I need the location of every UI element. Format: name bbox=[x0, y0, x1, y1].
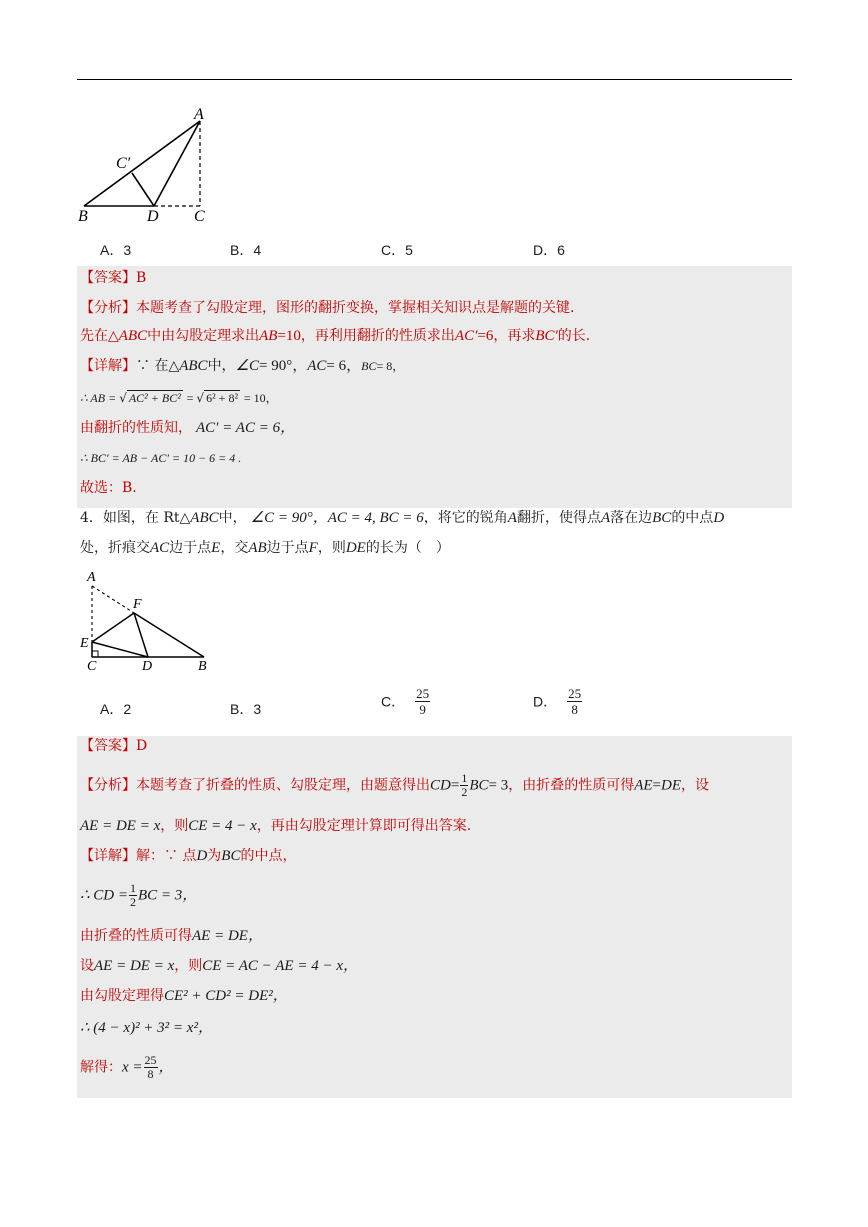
text-run: 【答案】 bbox=[80, 738, 136, 754]
text-run: x = bbox=[122, 1059, 143, 1076]
q4-detail-line-3 bbox=[80, 926, 263, 946]
text-run: 2 bbox=[461, 785, 468, 799]
text-run: 的中点 bbox=[671, 510, 714, 526]
text-run: AC bbox=[307, 358, 327, 374]
fraction bbox=[567, 686, 582, 717]
text-run: 由翻折的性质知， bbox=[80, 420, 192, 436]
q4-statement-line-1 bbox=[80, 508, 724, 528]
q3-detail-line-4 bbox=[80, 448, 241, 468]
figure-right-triangle-fold bbox=[78, 568, 213, 673]
text-run: 8 bbox=[147, 1067, 154, 1081]
text-run: ABC bbox=[118, 328, 148, 344]
text-run: 本题考查了折叠的性质、勾股定理，由题意得出 bbox=[136, 777, 430, 794]
text-run: 的中点， bbox=[240, 848, 297, 864]
text-run: 【分析】 bbox=[80, 300, 136, 316]
text-run: 【答案】 bbox=[80, 270, 136, 286]
q4-option-d[interactable] bbox=[533, 686, 582, 717]
text-run: 4．如图，在 Rt△ bbox=[80, 510, 191, 526]
text-run: 6² + 8² bbox=[206, 391, 239, 405]
text-run: F bbox=[308, 540, 318, 556]
text-run: AE bbox=[634, 777, 653, 794]
figure-triangle-abc-fold bbox=[76, 104, 216, 224]
text-run: 先在△ bbox=[80, 328, 119, 344]
text-run: D bbox=[196, 848, 208, 864]
text-run: C． bbox=[381, 693, 406, 710]
text-run: ，再求 bbox=[493, 328, 536, 344]
text-run: CE = 4 − x bbox=[188, 818, 257, 834]
text-run: = 6， bbox=[326, 358, 362, 374]
q4-detail-line-2 bbox=[80, 882, 197, 909]
q4-analysis-line-2 bbox=[80, 816, 471, 836]
text-run: CE² + CD² = DE²， bbox=[164, 988, 288, 1004]
q3-options bbox=[100, 240, 660, 260]
text-run: =6 bbox=[477, 328, 494, 344]
label-f: F bbox=[133, 597, 142, 612]
q4-detail-line-1 bbox=[80, 846, 296, 866]
text-run: = 8， bbox=[376, 359, 405, 373]
text-run: DE bbox=[345, 540, 366, 556]
figure-line bbox=[154, 121, 200, 206]
label-a: A bbox=[194, 106, 204, 123]
text-run: CD bbox=[430, 777, 451, 794]
text-run: 翻折，使得点 bbox=[516, 510, 601, 526]
text-run: ，再利用翻折的性质求出 bbox=[300, 328, 455, 344]
figure-line bbox=[132, 173, 154, 206]
label-b: B bbox=[198, 659, 207, 673]
text-run: AE = DE = x bbox=[80, 818, 161, 834]
q3-option-b[interactable]: B．4 bbox=[230, 242, 262, 258]
text-run: ∠C bbox=[235, 358, 260, 374]
text-run: 故选：B. bbox=[80, 480, 137, 496]
text-run: ∠C = 90°，AC = 4, BC = 6 bbox=[250, 510, 424, 526]
q4-analysis-line-1 bbox=[80, 772, 709, 799]
label-d: D bbox=[147, 208, 159, 224]
text-run: ∴ AB = bbox=[80, 391, 120, 405]
text-run: 由折叠的性质可得 bbox=[80, 928, 192, 944]
text-run: =10 bbox=[277, 328, 301, 344]
text-run: ，由折叠的性质可得 bbox=[508, 777, 635, 794]
text-run: ，设 bbox=[681, 777, 709, 794]
text-run: BC bbox=[469, 777, 489, 794]
text-run: AC² + BC² bbox=[128, 391, 181, 405]
text-run: ， bbox=[158, 1059, 174, 1076]
text-run: BC = 3， bbox=[138, 887, 198, 904]
text-run: ，再由勾股定理计算即可得出答案. bbox=[256, 818, 472, 834]
text-run: ，则 bbox=[317, 540, 346, 556]
text-run: ，则 bbox=[160, 818, 189, 834]
q4-option-b[interactable]: B．3 bbox=[230, 701, 262, 717]
text-run: 【分析】 bbox=[80, 777, 136, 794]
header-rule bbox=[77, 79, 792, 80]
text-run: AE = DE， bbox=[192, 928, 263, 944]
text-run: A bbox=[507, 510, 517, 526]
text-run: ，将它的锐角 bbox=[423, 510, 508, 526]
q4-detail-line-4 bbox=[80, 956, 358, 976]
text-run: 边于点 bbox=[169, 540, 212, 556]
text-run: 1 bbox=[130, 881, 137, 895]
text-run: 【详解】 bbox=[80, 848, 136, 864]
text-run: ∴ BC′ = AB − AC′ = 10 − 6 = 4 . bbox=[80, 451, 242, 465]
text-run: 边于点 bbox=[266, 540, 309, 556]
text-run: 25 bbox=[144, 1053, 157, 1067]
q4-detail-line-7 bbox=[80, 1054, 174, 1081]
q4-detail-line-6 bbox=[80, 1018, 213, 1038]
text-run: 的长. bbox=[557, 328, 591, 344]
q3-option-d[interactable]: D．6 bbox=[533, 242, 565, 258]
text-run: 25 bbox=[416, 686, 430, 701]
label-b: B bbox=[78, 208, 88, 224]
text-run: ∵ 在△ bbox=[136, 358, 180, 374]
q4-answer-line bbox=[80, 736, 147, 756]
text-run: BC bbox=[652, 510, 672, 526]
label-c-prime: C′ bbox=[116, 155, 131, 172]
text-run: ∴ CD = bbox=[80, 887, 129, 904]
text-run: AB bbox=[248, 540, 267, 556]
label-d: D bbox=[142, 659, 153, 673]
figure-line bbox=[134, 613, 204, 657]
q3-answer: B bbox=[136, 270, 147, 286]
label-a: A bbox=[87, 570, 96, 585]
right-angle-mark bbox=[92, 651, 98, 657]
text-run: CE = AC − AE = 4 − x， bbox=[202, 958, 358, 974]
text-run: D bbox=[713, 510, 725, 526]
figure-line bbox=[84, 121, 200, 206]
text-run: AE = DE = x bbox=[94, 958, 175, 974]
text-run: ，则 bbox=[174, 958, 203, 974]
q4-option-a[interactable]: A．2 bbox=[100, 701, 132, 717]
text-run: 设 bbox=[80, 958, 94, 974]
q4-option-c[interactable] bbox=[381, 686, 430, 717]
text-run: BC bbox=[361, 359, 377, 373]
q3-option-c[interactable]: C．5 bbox=[381, 242, 413, 258]
text-run: 的长为（ ） bbox=[365, 540, 450, 556]
q3-analysis-line bbox=[80, 298, 574, 318]
text-run: = 3 bbox=[488, 777, 509, 794]
text-run: = bbox=[450, 777, 460, 794]
text-run: = bbox=[186, 391, 197, 405]
q4-detail-line-5 bbox=[80, 986, 288, 1006]
text-run: 【详解】 bbox=[80, 358, 136, 374]
text-run: 中， bbox=[218, 510, 247, 526]
text-run: = 90°， bbox=[259, 358, 308, 374]
text-run: 解：∵ 点 bbox=[136, 848, 197, 864]
figure-line bbox=[92, 613, 134, 642]
text-run: = 10， bbox=[243, 391, 278, 405]
text-run: 为 bbox=[207, 848, 222, 864]
fraction bbox=[460, 772, 468, 799]
q3-detail-line-1 bbox=[80, 356, 404, 376]
text-run: AB bbox=[259, 328, 278, 344]
text-run: 处，折痕交 bbox=[80, 540, 150, 556]
q4-statement-line-2 bbox=[80, 538, 450, 558]
text-run: ，交 bbox=[220, 540, 249, 556]
text-run: 解得： bbox=[80, 1059, 122, 1076]
label-c: C bbox=[87, 659, 97, 673]
q3-detail-line-3 bbox=[80, 418, 295, 438]
q4-solution-panel bbox=[77, 736, 792, 1098]
q4-options bbox=[100, 686, 660, 730]
q3-detail-line-5 bbox=[80, 478, 137, 498]
text-run: ABC bbox=[190, 510, 219, 526]
text-run: 9 bbox=[419, 702, 426, 717]
q4-answer: D bbox=[136, 738, 148, 754]
fraction bbox=[129, 882, 137, 909]
q3-plan-line bbox=[80, 326, 590, 346]
text-run: DE bbox=[661, 777, 681, 794]
text-run: 25 bbox=[568, 686, 582, 701]
text-run: BC′ bbox=[535, 328, 558, 344]
text-run: BC bbox=[221, 848, 241, 864]
text-run: 中， bbox=[207, 358, 236, 374]
text-run: AC′ bbox=[454, 328, 478, 344]
text-run: 本题考查了勾股定理，图形的翻折变换，掌握相关知识点是解题的关键. bbox=[136, 300, 575, 316]
text-run: A bbox=[600, 510, 611, 526]
figure-line bbox=[92, 586, 134, 613]
q3-solution-panel bbox=[77, 266, 792, 508]
label-e: E bbox=[80, 636, 89, 651]
q3-answer-line bbox=[80, 268, 146, 288]
text-run: 1 bbox=[461, 771, 468, 785]
q3-detail-line-2: ∴ AB = √ AC² + BC² = √ 6² + 8² = 10， bbox=[80, 391, 278, 405]
text-run: 落在边 bbox=[610, 510, 653, 526]
text-run: AC′ = AC = 6， bbox=[196, 420, 296, 436]
q3-option-a[interactable]: A．3 bbox=[100, 242, 132, 258]
text-run: 8 bbox=[571, 702, 578, 717]
fraction bbox=[144, 1054, 158, 1081]
text-run: AC bbox=[150, 540, 170, 556]
label-c: C bbox=[194, 208, 205, 224]
figure-line bbox=[92, 642, 148, 657]
text-run: 由勾股定理得 bbox=[80, 988, 164, 1004]
text-run: 2 bbox=[130, 895, 137, 909]
text-run: E bbox=[211, 540, 221, 556]
text-run: D． bbox=[533, 693, 558, 710]
fraction bbox=[415, 686, 430, 717]
text-run: ABC bbox=[179, 358, 208, 374]
text-run: 中由勾股定理求出 bbox=[147, 328, 260, 344]
text-run: = bbox=[652, 777, 661, 794]
text-run: ∴ (4 − x)² + 3² = x²， bbox=[80, 1020, 213, 1036]
